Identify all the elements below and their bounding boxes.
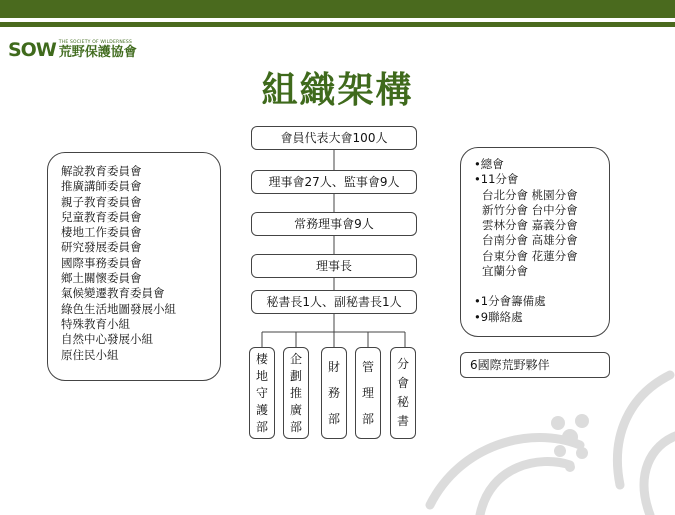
committee-item: 特殊教育小組 xyxy=(61,316,130,331)
committee-item: 棲地工作委員會 xyxy=(61,225,142,240)
branch-prep-item: •1分會籌備處 xyxy=(474,294,546,309)
branch-row: 雲林分會 嘉義分會 xyxy=(482,218,578,233)
dept-char: 劃 xyxy=(289,368,302,383)
committee-item: 自然中心發展小組 xyxy=(61,332,153,347)
logo-chinese-name: 荒野保護協會 xyxy=(58,45,137,60)
committee-item: 氣候變遷教育委員會 xyxy=(61,286,165,301)
branch-count-item: •11分會 xyxy=(474,172,519,187)
habitat-department-box xyxy=(249,347,275,439)
committee-item: 鄉土關懷委員會 xyxy=(61,271,142,286)
dept-char: 部 xyxy=(327,412,340,426)
dept-char: 管 xyxy=(361,360,374,374)
dept-char: 部 xyxy=(361,412,374,426)
dept-char: 部 xyxy=(289,419,302,434)
committee-item: 親子教育委員會 xyxy=(61,194,142,209)
finance-department-box xyxy=(321,347,347,439)
spacer xyxy=(474,279,609,294)
logo-english-name: THE SOCIETY OF WILDERNESS xyxy=(58,40,133,45)
admin-department-box xyxy=(355,347,381,439)
committee-item: 解說教育委員會 xyxy=(61,164,142,178)
branches-panel xyxy=(460,147,610,337)
dept-char: 理 xyxy=(361,386,374,400)
committees-panel xyxy=(47,152,221,381)
dept-char: 護 xyxy=(255,402,268,417)
logo-mark: SOW xyxy=(8,39,56,61)
committee-item: 原住民小組 xyxy=(61,347,119,362)
committee-item: 國際事務委員會 xyxy=(61,255,142,270)
dept-char: 務 xyxy=(327,386,340,400)
branch-secretary-box xyxy=(390,347,416,439)
dept-char: 推 xyxy=(289,385,302,400)
committee-item: 推廣講師委員會 xyxy=(61,179,142,194)
dept-char: 廣 xyxy=(289,402,302,417)
planning-department-box xyxy=(283,347,309,439)
international-partners-box: 6國際荒野夥伴 xyxy=(460,352,610,378)
dept-char: 秘 xyxy=(396,395,409,409)
dept-char: 財 xyxy=(327,360,340,374)
dept-char: 會 xyxy=(396,376,409,390)
liaison-item: •9聯絡處 xyxy=(474,309,523,324)
dept-char: 棲 xyxy=(255,351,268,366)
secretary-general-box: 秘書長1人、副秘書長1人 xyxy=(251,290,417,314)
dept-char: 書 xyxy=(396,414,409,428)
branch-row: 宜蘭分會 xyxy=(482,264,528,279)
branch-row: 台東分會 花蓮分會 xyxy=(482,248,578,263)
general-assembly-box: 會員代表大會100人 xyxy=(251,126,417,150)
chairman-box: 理事長 xyxy=(251,254,417,278)
slide-title: 組織架構 xyxy=(261,70,414,111)
dept-char: 分 xyxy=(396,357,409,371)
branch-row: 新竹分會 台中分會 xyxy=(482,202,578,217)
committee-item: 綠色生活地圖發展小組 xyxy=(61,301,176,316)
committee-item: 研究發展委員會 xyxy=(61,240,142,255)
executive-board-box: 常務理事會9人 xyxy=(251,212,417,236)
dept-char: 部 xyxy=(255,419,268,434)
committee-item: 兒童教育委員會 xyxy=(61,209,142,224)
headquarters-item: •總會 xyxy=(474,157,504,171)
dept-char: 守 xyxy=(255,385,268,400)
dept-char: 地 xyxy=(255,368,268,383)
board-box: 理事會27人、監事會9人 xyxy=(251,170,417,194)
branch-row: 台北分會 桃園分會 xyxy=(482,187,578,202)
branch-row: 台南分會 高雄分會 xyxy=(482,233,578,248)
dept-char: 企 xyxy=(289,351,302,366)
